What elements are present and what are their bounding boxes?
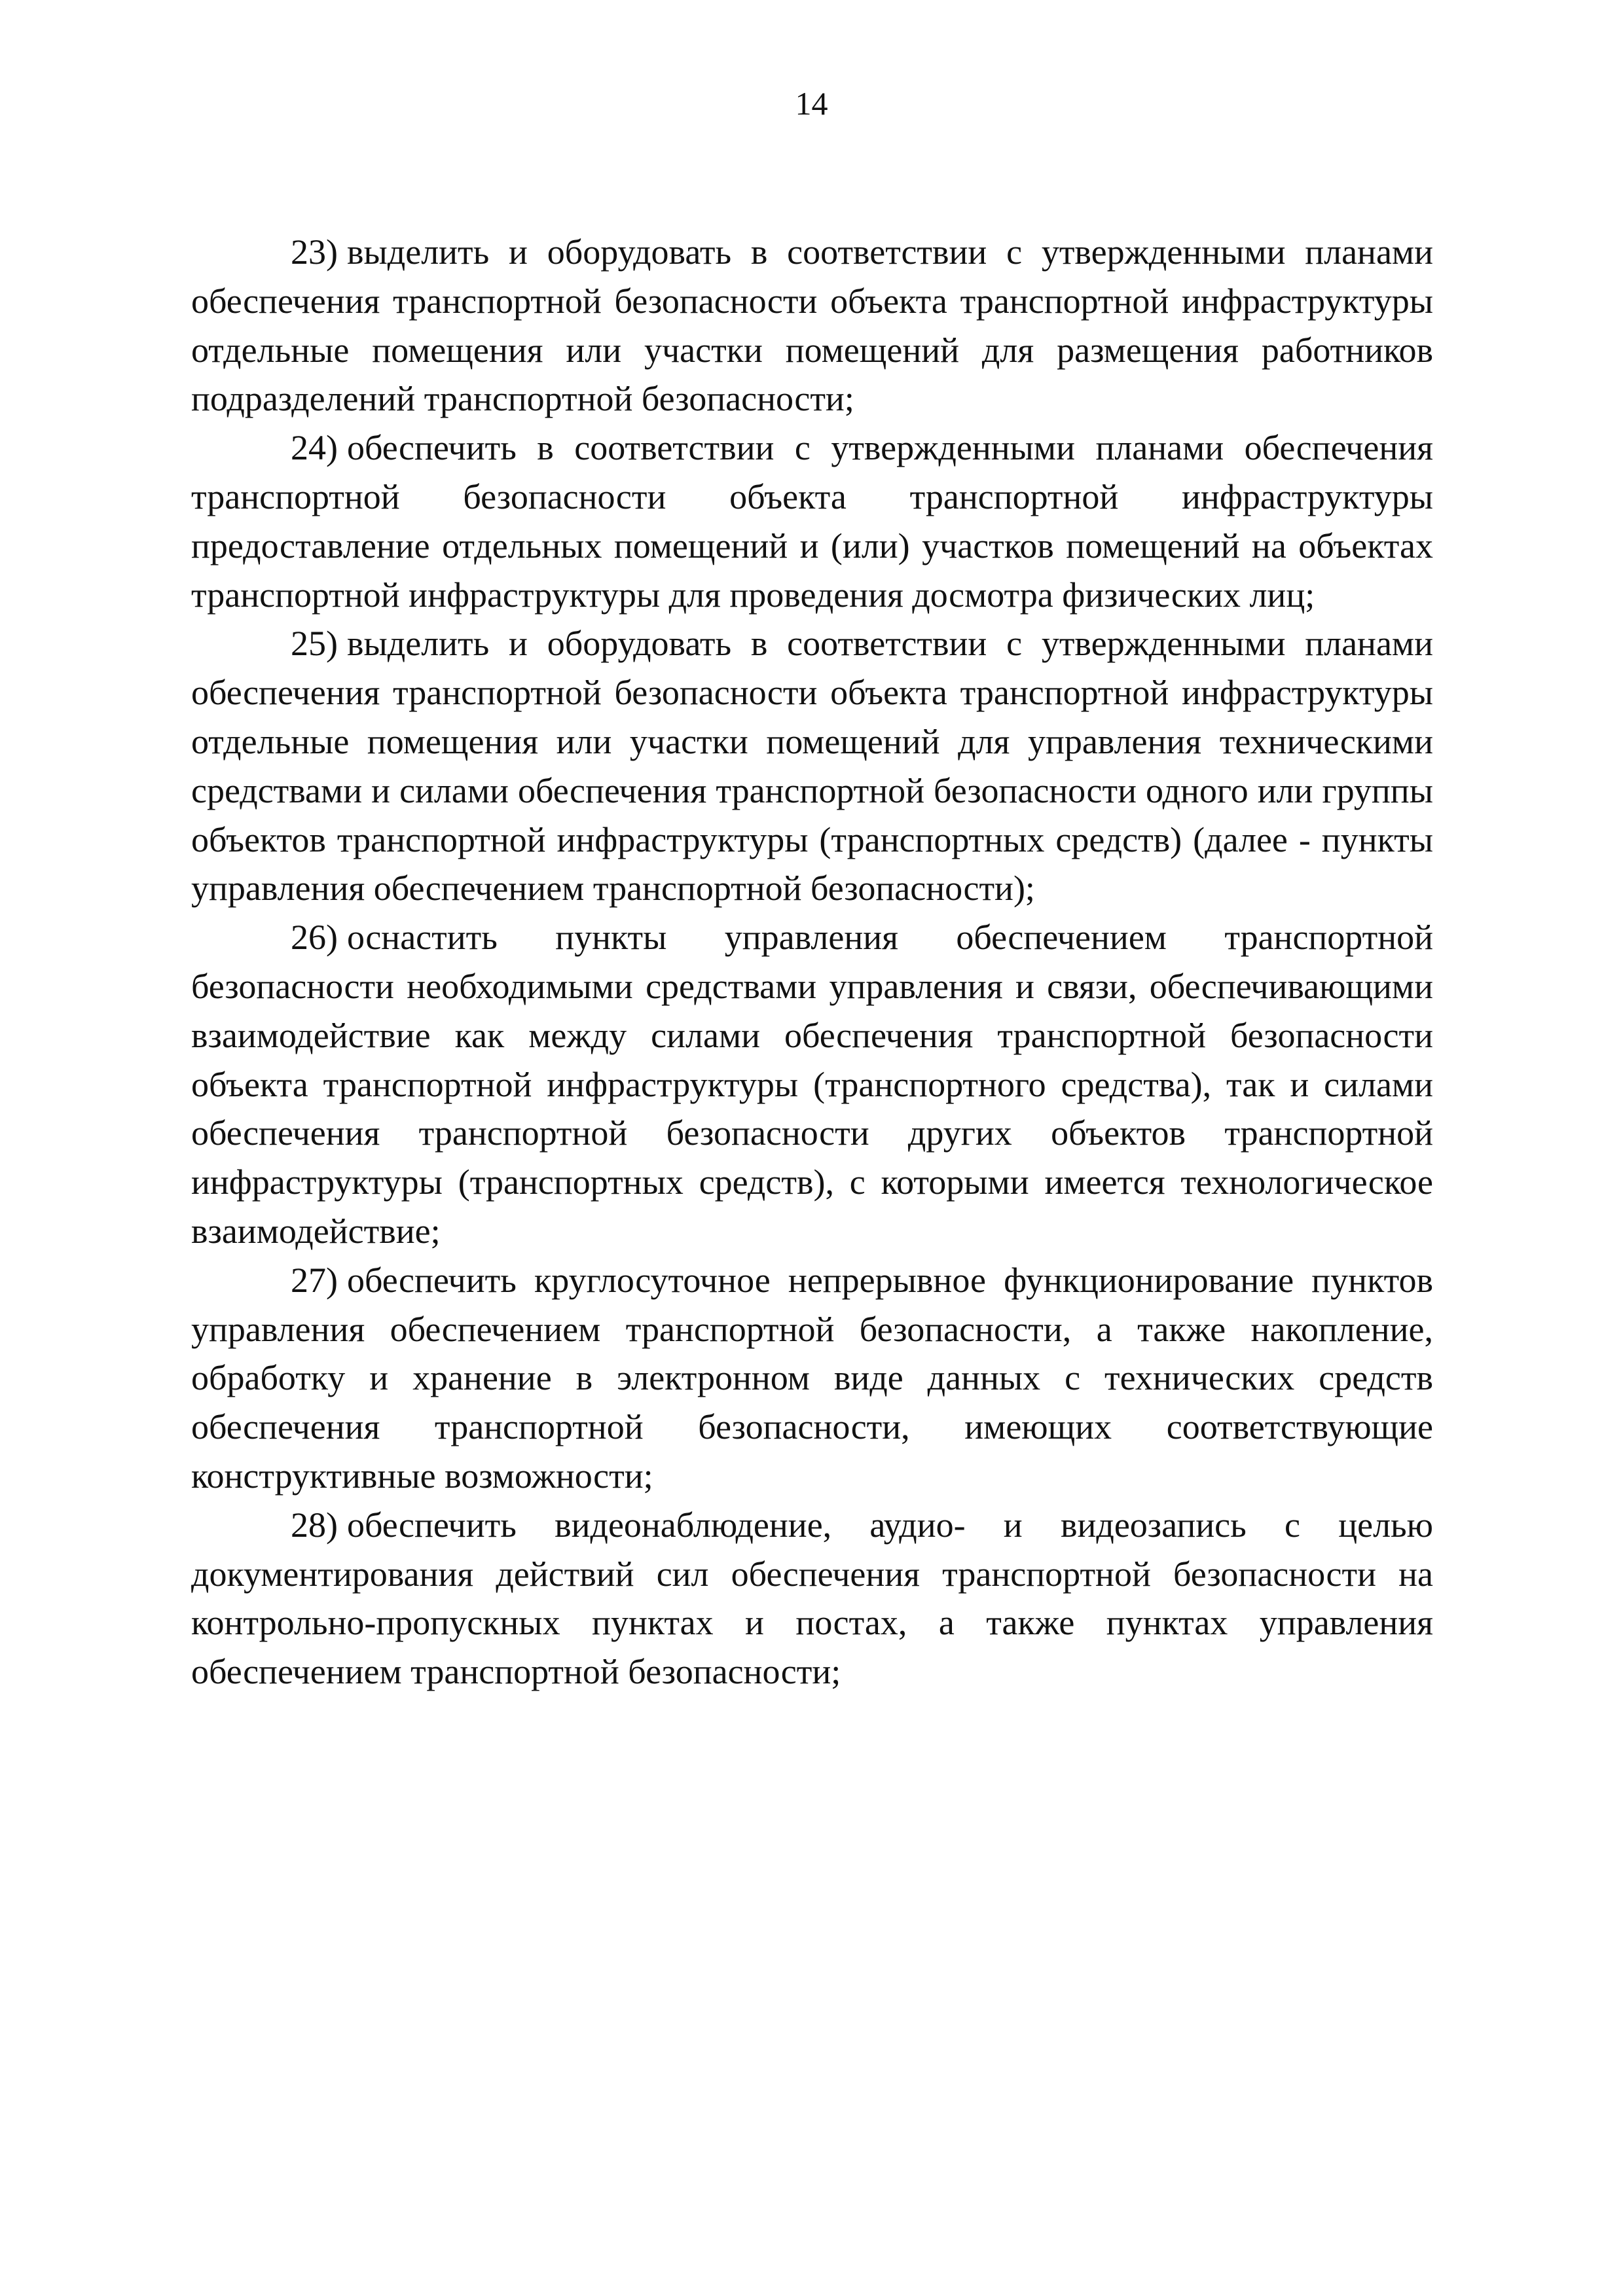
list-item-25 (191, 619, 1433, 913)
item-text: оснастить пункты управления обеспечением транспортной безопасности необходимыми средствами управления и связи, обеспечивающими взаимодействие как между силами обеспечения транспортной безопасности объекта транспортной инфраструктуры (транспортного средства), так и силами обеспечения транспортной безопасности других объектов транспортной инфраструктуры (транспортных средств), с которыми имеется технологическое взаимодействие; (191, 918, 1433, 1251)
list-item-23 (191, 228, 1433, 423)
page-number: 14 (795, 85, 828, 122)
item-number: 26) (291, 918, 338, 958)
item-text: выделить и оборудовать в соответствии с утвержденными планами обеспечения транспортной безопасности объекта транспортной инфраструктуры отдельные помещения или участки помещений для управления техническими средствами и силами обеспечения транспортной безопасности одного или группы объектов транспортной инфраструктуры (транспортных средств) (далее - пункты управления обеспечением транспортной безопасности); (191, 624, 1433, 908)
item-text: выделить и оборудовать в соответствии с утвержденными планами обеспечения транспортной безопасности объекта транспортной инфраструктуры отдельные помещения или участки помещений для размещения работников подразделений транспортной безопасности; (191, 232, 1433, 419)
item-number: 25) (291, 624, 338, 664)
list-item-26 (191, 913, 1433, 1256)
document-body (191, 228, 1433, 1696)
item-number: 24) (291, 428, 338, 468)
item-number: 28) (291, 1505, 338, 1545)
item-text: обеспечить круглосуточное непрерывное функционирование пунктов управления обеспечением транспортной безопасности, а также накопление, обработку и хранение в электронном виде данных с технических средств обеспечения транспортной безопасности, имеющих соответствующие конструктивные возможности; (191, 1260, 1433, 1496)
list-item-24 (191, 423, 1433, 619)
item-text: обеспечить видеонаблюдение, аудио- и видеозапись с целью документирования действий сил обеспечения транспортной безопасности на контрольно-пропускных пунктах и постах, а также пунктах управления обеспечением транспортной безопасности; (191, 1505, 1433, 1692)
item-number: 23) (291, 232, 338, 272)
list-item-28 (191, 1501, 1433, 1696)
item-number: 27) (291, 1260, 338, 1300)
item-text: обеспечить в соответствии с утвержденными планами обеспечения транспортной безопасности объекта транспортной инфраструктуры предоставление отдельных помещений и (или) участков помещений на объектах транспортной инфраструктуры для проведения досмотра физических лиц; (191, 428, 1433, 615)
list-item-27 (191, 1256, 1433, 1501)
